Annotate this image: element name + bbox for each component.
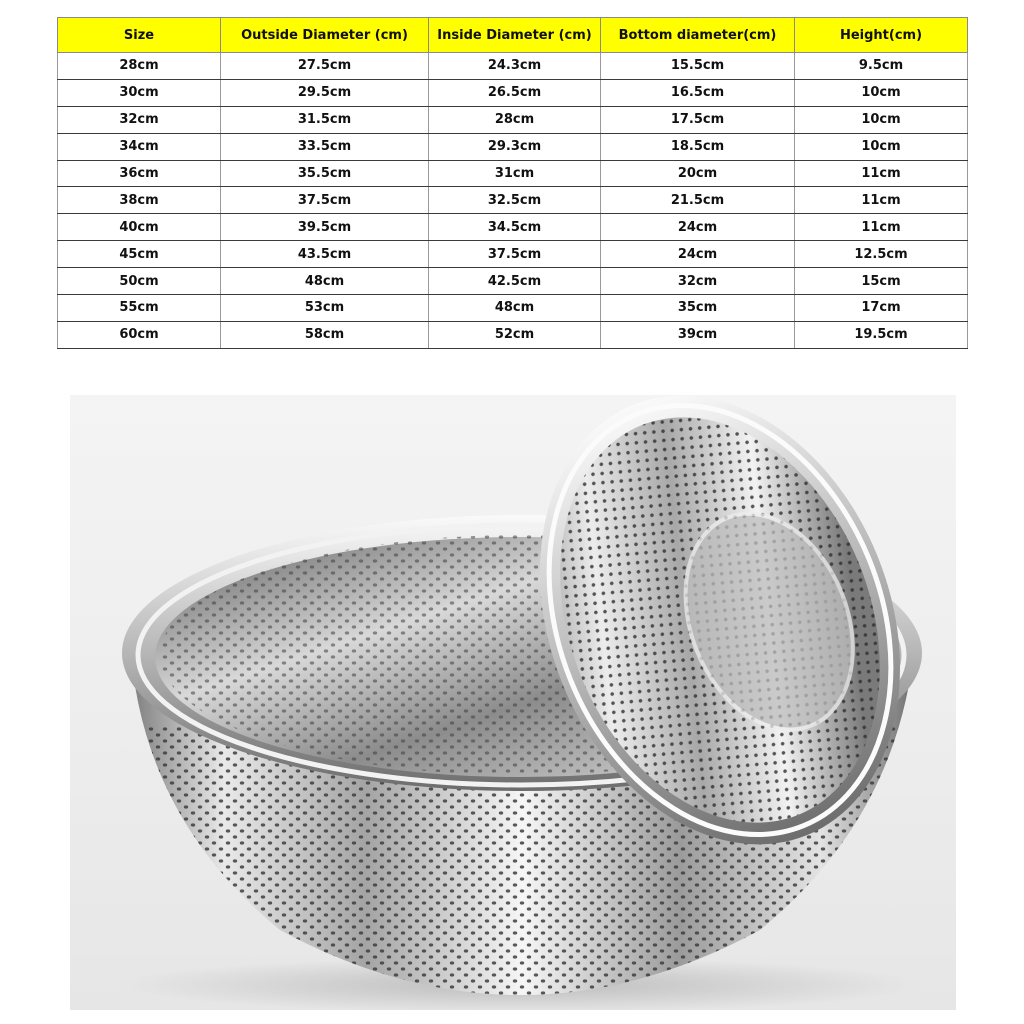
cell-size: 34cm [58, 133, 221, 160]
cell-height: 12.5cm [795, 241, 968, 268]
table-row [58, 321, 968, 348]
header-outside-diameter: Outside Diameter (cm) [221, 18, 429, 53]
cell-bottom-diameter: 18.5cm [601, 133, 795, 160]
cell-outside-diameter: 58cm [221, 321, 429, 348]
cell-inside-diameter: 29.3cm [429, 133, 601, 160]
cell-bottom-diameter: 32cm [601, 268, 795, 295]
cell-height: 19.5cm [795, 321, 968, 348]
cell-height: 10cm [795, 79, 968, 106]
cell-outside-diameter: 33.5cm [221, 133, 429, 160]
table-row [58, 187, 968, 214]
cell-outside-diameter: 53cm [221, 295, 429, 322]
cell-inside-diameter: 28cm [429, 106, 601, 133]
stainless-steel-colander-bowls-icon [70, 395, 956, 1010]
cell-bottom-diameter: 21.5cm [601, 187, 795, 214]
size-table [57, 17, 968, 349]
table-row [58, 106, 968, 133]
cell-bottom-diameter: 17.5cm [601, 106, 795, 133]
cell-height: 9.5cm [795, 53, 968, 80]
table-row [58, 241, 968, 268]
cell-bottom-diameter: 39cm [601, 321, 795, 348]
cell-inside-diameter: 37.5cm [429, 241, 601, 268]
cell-inside-diameter: 34.5cm [429, 214, 601, 241]
cell-inside-diameter: 31cm [429, 160, 601, 187]
cell-inside-diameter: 48cm [429, 295, 601, 322]
cell-height: 11cm [795, 160, 968, 187]
table-row [58, 214, 968, 241]
cell-bottom-diameter: 24cm [601, 214, 795, 241]
cell-height: 17cm [795, 295, 968, 322]
cell-height: 10cm [795, 133, 968, 160]
cell-size: 55cm [58, 295, 221, 322]
cell-inside-diameter: 32.5cm [429, 187, 601, 214]
size-table-header-row [58, 18, 968, 53]
table-row [58, 133, 968, 160]
cell-height: 10cm [795, 106, 968, 133]
header-size: Size [58, 18, 221, 53]
table-row [58, 53, 968, 80]
cell-bottom-diameter: 24cm [601, 241, 795, 268]
cell-size: 60cm [58, 321, 221, 348]
cell-size: 40cm [58, 214, 221, 241]
cell-outside-diameter: 37.5cm [221, 187, 429, 214]
cell-outside-diameter: 39.5cm [221, 214, 429, 241]
cell-inside-diameter: 24.3cm [429, 53, 601, 80]
cell-bottom-diameter: 35cm [601, 295, 795, 322]
cell-inside-diameter: 42.5cm [429, 268, 601, 295]
cell-height: 11cm [795, 187, 968, 214]
cell-size: 30cm [58, 79, 221, 106]
cell-outside-diameter: 35.5cm [221, 160, 429, 187]
cell-size: 32cm [58, 106, 221, 133]
cell-bottom-diameter: 15.5cm [601, 53, 795, 80]
cell-outside-diameter: 29.5cm [221, 79, 429, 106]
cell-size: 50cm [58, 268, 221, 295]
cell-bottom-diameter: 16.5cm [601, 79, 795, 106]
cell-size: 36cm [58, 160, 221, 187]
cell-outside-diameter: 27.5cm [221, 53, 429, 80]
header-inside-diameter: Inside Diameter (cm) [429, 18, 601, 53]
cell-bottom-diameter: 20cm [601, 160, 795, 187]
cell-size: 38cm [58, 187, 221, 214]
cell-outside-diameter: 31.5cm [221, 106, 429, 133]
table-row [58, 295, 968, 322]
table-row [58, 268, 968, 295]
cell-height: 11cm [795, 214, 968, 241]
header-bottom-diameter: Bottom diameter(cm) [601, 18, 795, 53]
cell-outside-diameter: 43.5cm [221, 241, 429, 268]
cell-size: 28cm [58, 53, 221, 80]
cell-inside-diameter: 52cm [429, 321, 601, 348]
table-row [58, 79, 968, 106]
header-height: Height(cm) [795, 18, 968, 53]
cell-outside-diameter: 48cm [221, 268, 429, 295]
cell-inside-diameter: 26.5cm [429, 79, 601, 106]
cell-height: 15cm [795, 268, 968, 295]
colander-photo [70, 395, 956, 1010]
size-table-body [58, 53, 968, 349]
table-row [58, 160, 968, 187]
cell-size: 45cm [58, 241, 221, 268]
